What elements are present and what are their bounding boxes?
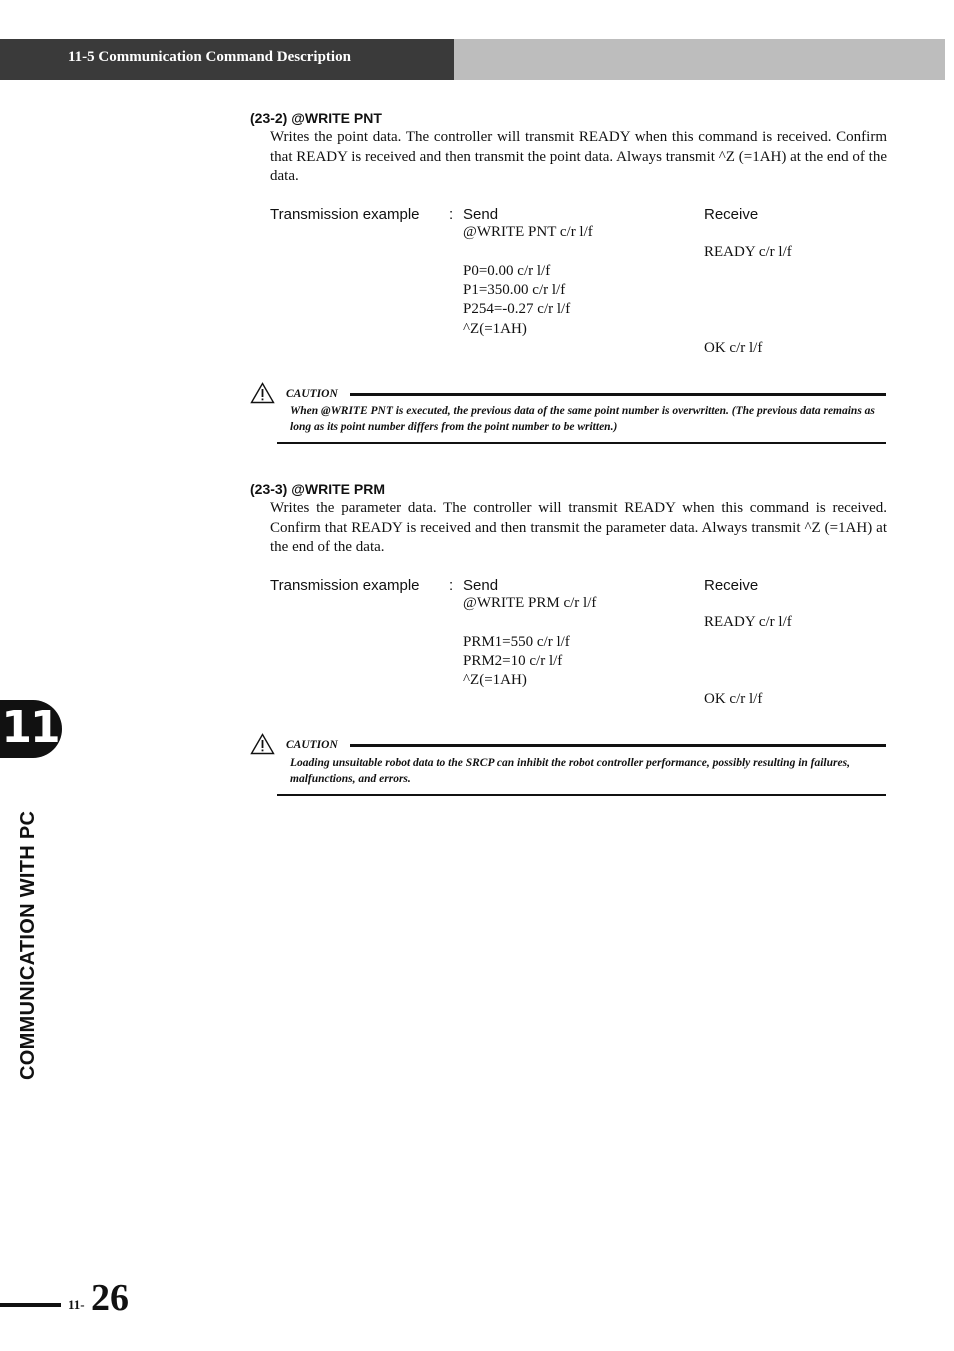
send-line: PRM1=550 c/r l/f [463, 634, 570, 650]
warning-triangle-icon [250, 733, 275, 755]
caution-text: When @WRITE PNT is executed, the previous data of the same point number is overwritten. (The previous data remains as long as its point number differs from the point number to be written.) [290, 405, 875, 433]
paragraph-write-prm: Writes the parameter data. The controller will transmit READY when this command is received. Confirm that READY is received and then transmit the parameter data. Always transmit ^Z (=1AH) at the end of the data. [270, 500, 887, 555]
paragraph-write-pnt: Writes the point data. The controller will transmit READY when this command is received. Confirm that READY is received and then transmit the point data. Always transmit ^Z (=1AH) at the end of the data. [270, 129, 887, 184]
send-line: ^Z(=1AH) [463, 321, 527, 337]
send-line: @WRITE PNT c/r l/f [463, 224, 593, 240]
receive-line: OK c/r l/f [704, 340, 763, 356]
caution-bottom-rule [277, 794, 886, 796]
receive-line: READY c/r l/f [704, 244, 792, 260]
transmission-example-label: Transmission example [270, 206, 420, 223]
send-header: Send [463, 577, 499, 594]
caution-text: Loading unsuitable robot data to the SRCP can inhibit the robot controller performance, possibly resulting in failures, malfunctions, and errors. [290, 757, 850, 785]
heading-write-prm: (23-3) @WRITE PRM [250, 481, 385, 497]
send-header: Send [463, 206, 499, 223]
receive-header: Receive [704, 577, 759, 594]
section-title: 11-5 Communication Command Description [68, 49, 351, 65]
chapter-title: COMMUNICATION WITH PC [17, 810, 39, 1080]
warning-triangle-icon [250, 382, 275, 404]
receive-header: Receive [704, 206, 759, 223]
colon: : [449, 577, 454, 594]
caution-label: CAUTION [286, 388, 338, 400]
header-bar-light [454, 39, 945, 80]
caution-bottom-rule [277, 442, 886, 444]
transmission-example-label: Transmission example [270, 577, 420, 594]
send-line: @WRITE PRM c/r l/f [463, 595, 597, 611]
caution-label: CAUTION [286, 739, 338, 751]
caution-top-rule [350, 393, 886, 396]
send-line: PRM2=10 c/r l/f [463, 653, 563, 669]
send-line: P0=0.00 c/r l/f [463, 263, 551, 279]
receive-line: OK c/r l/f [704, 691, 763, 707]
send-line: P254=-0.27 c/r l/f [463, 301, 571, 317]
footer-rule [0, 1303, 61, 1307]
receive-line: READY c/r l/f [704, 614, 792, 630]
send-line: ^Z(=1AH) [463, 672, 527, 688]
page-prefix: 11- [68, 1297, 85, 1312]
chapter-number: 11 [1, 702, 59, 753]
caution-top-rule [350, 744, 886, 747]
page-number: 26 [91, 1277, 129, 1319]
send-line: P1=350.00 c/r l/f [463, 282, 566, 298]
colon: : [449, 206, 454, 223]
heading-write-pnt: (23-2) @WRITE PNT [250, 110, 382, 126]
